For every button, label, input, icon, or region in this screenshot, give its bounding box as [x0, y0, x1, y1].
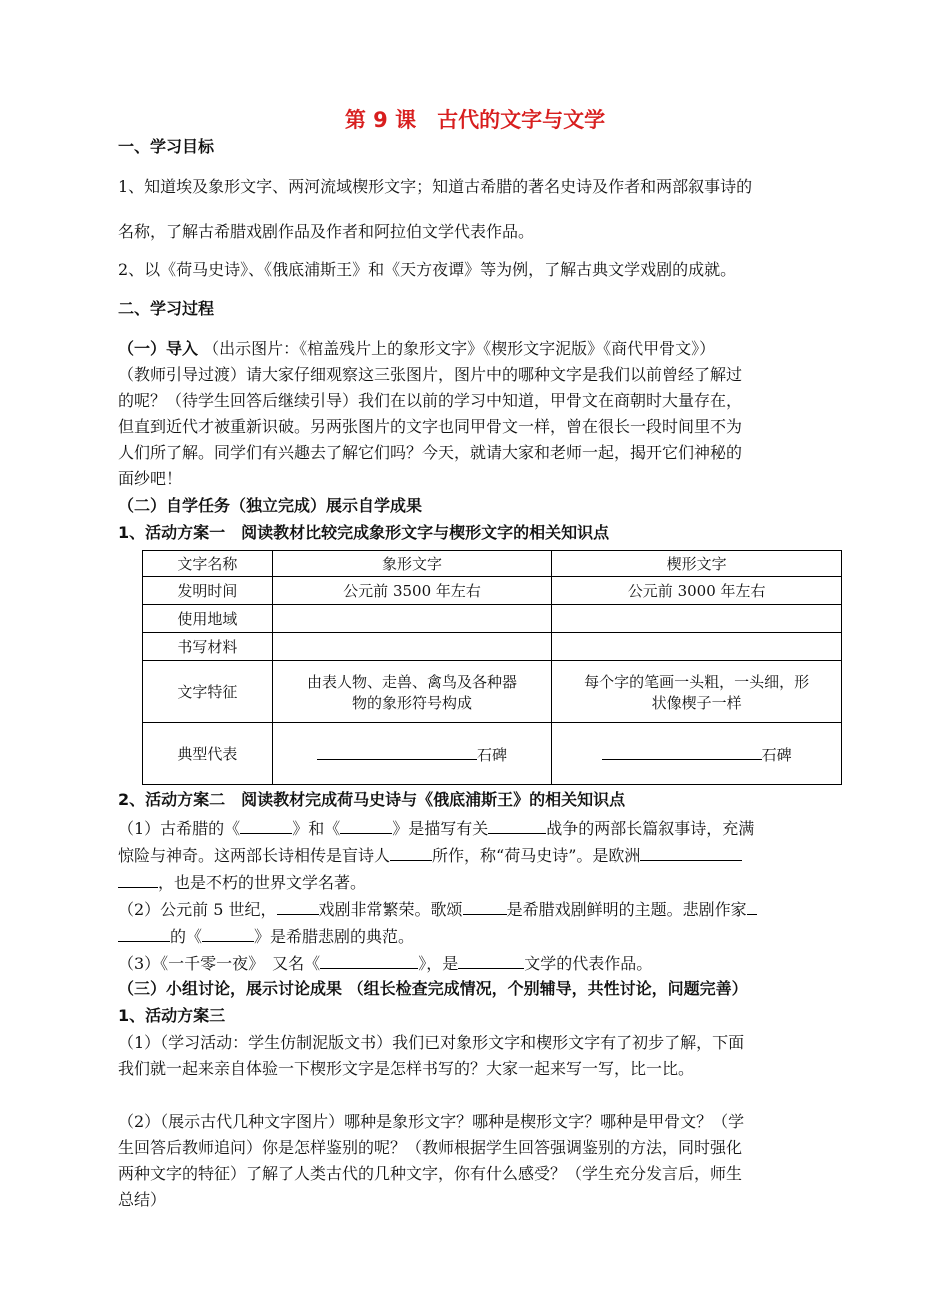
row-label: 发明时间: [143, 577, 273, 605]
goal-2: 2、以《荷马史诗》、《俄底浦斯王》和《天方夜谭》等为例，了解古典文学戏剧的成就。: [118, 260, 737, 279]
q3-text: （3）《一千零一夜》 又名《: [118, 954, 321, 973]
intro-text: （出示图片：《棺盖残片上的象形文字》《楔形文字泥版》《商代甲骨文》）: [203, 339, 716, 358]
q2-text: 是希腊戏剧鲜明的主题。悲剧作家: [506, 900, 747, 919]
q2-text: （2）公元前 5 世纪，: [118, 900, 277, 919]
q1-line-1: [118, 817, 838, 839]
section-3-heading-text: （三）小组讨论，展示讨论成果: [118, 979, 343, 998]
q3-line: [118, 952, 838, 974]
answer-blank[interactable]: [458, 952, 524, 969]
answer-blank[interactable]: [317, 743, 477, 760]
row-label: 书写材料: [143, 633, 273, 661]
q2-text: 戏剧非常繁荣。歌颂: [318, 900, 463, 919]
table-cell: [272, 723, 552, 785]
goal-1-line-2: 名称，了解古希腊戏剧作品及作者和阿拉伯文学代表作品。: [118, 222, 535, 241]
activity-3-p2-line-1: （2）（展示古代几种文字图片）哪种是象形文字？哪种是楔形文字？哪种是甲骨文？（学: [118, 1112, 745, 1131]
q2-line-1: [118, 898, 838, 920]
task-heading: （二）自学任务（独立完成）展示自学成果: [118, 496, 423, 515]
activity-3-p2-line-3: 两种文字的特征）了解了人类古代的几种文字，你有什么感受？（学生充分发言后，师生: [118, 1164, 743, 1183]
table-header-row: [143, 551, 842, 577]
row-label: 文字特征: [143, 661, 273, 723]
table-header-cell: 楔形文字: [552, 551, 842, 577]
table-header-cell: 文字名称: [143, 551, 273, 577]
answer-blank[interactable]: [118, 871, 158, 888]
q2-text: 》是希腊悲剧的典范。: [254, 927, 415, 946]
q1-text: 战争的两部长篇叙事诗，充满: [546, 819, 755, 838]
q1-text: 所作，称“荷马史诗”。是欧洲: [432, 846, 641, 865]
table-header-cell: 象形文字: [272, 551, 552, 577]
answer-blank[interactable]: [240, 817, 292, 834]
intro-line-5: 人们所了解。同学们有兴趣去了解它们吗？今天，就请大家和老师一起，揭开它们神秘的: [118, 443, 743, 462]
q1-line-2: [118, 844, 838, 866]
answer-blank[interactable]: [320, 952, 418, 969]
answer-blank[interactable]: [390, 844, 432, 861]
answer-blank[interactable]: [202, 925, 254, 942]
table-row: [143, 723, 842, 785]
intro-line-2: （教师引导过渡）请大家仔细观察这三张图片，图片中的哪种文字是我们以前曾经了解过: [118, 365, 743, 384]
answer-blank[interactable]: [747, 898, 757, 915]
intro-line-1: [118, 339, 838, 359]
table-cell: 公元前 3500 年左右: [272, 577, 552, 605]
answer-blank[interactable]: [488, 817, 546, 834]
activity-3-p2-line-2: 生回答后教师追问）你是怎样鉴别的呢？（教师根据学生回答强调鉴别的方法，同时强化: [118, 1138, 743, 1157]
row-label: 使用地域: [143, 605, 273, 633]
answer-blank[interactable]: [640, 844, 742, 861]
intro-line-3: 的呢？（待学生回答后继续引导）我们在以前的学习中知道，甲骨文在商朝时大量存在，: [118, 391, 743, 410]
table-cell: [272, 633, 552, 661]
activity-1-heading: 1、活动方案一 阅读教材比较完成象形文字与楔形文字的相关知识点: [118, 523, 610, 542]
q2-text: 的《: [170, 927, 203, 946]
q1-line-3: [118, 871, 838, 893]
table-cell: [552, 633, 842, 661]
table-cell: [552, 661, 842, 723]
feature-a-line-1: 由表人物、走兽、禽鸟及各种器: [307, 672, 518, 691]
section-heading-goals: 一、学习目标: [118, 137, 215, 156]
answer-blank[interactable]: [463, 898, 507, 915]
intro-line-6: 面纱吧！: [118, 469, 183, 488]
intro-line-4: 但直到近代才被重新识破。另两张图片的文字也同甲骨文一样，曾在很长一段时间里不为: [118, 417, 743, 436]
table-row: [143, 605, 842, 633]
q1-text: 》是描写有关: [392, 819, 489, 838]
answer-blank[interactable]: [602, 743, 762, 760]
q2-line-2: [118, 925, 838, 947]
answer-blank[interactable]: [118, 925, 170, 942]
q3-text: 》，是: [418, 954, 459, 973]
section-heading-process: 二、学习过程: [118, 299, 215, 318]
answer-blank[interactable]: [277, 898, 319, 915]
table-cell: [552, 605, 842, 633]
q1-text: ，也是不朽的世界文学名著。: [158, 873, 367, 892]
table-row: [143, 577, 842, 605]
row-label: 典型代表: [143, 723, 273, 785]
activity-2-heading: [118, 790, 838, 810]
rep-a-text: 石碑: [477, 745, 508, 764]
page-title: 第 9 课 古代的文字与文学: [344, 108, 606, 132]
goal-1-line-1: 1、知道埃及象形文字、两河流域楔形文字；知道古希腊的著名史诗及作者和两部叙事诗的: [118, 177, 753, 196]
comparison-table: [142, 550, 842, 785]
activity-3-p1-line-1: （1）（学习活动：学生仿制泥版文书）我们已对象形文字和楔形文字有了初步了解，下面: [118, 1033, 745, 1052]
activity-2-heading-text: 2、活动方案二 阅读教材完成荷马史诗与《俄底浦斯王》的相关知识点: [118, 790, 626, 809]
answer-blank[interactable]: [340, 817, 392, 834]
activity-3-p1-line-2: 我们就一起来亲自体验一下楔形文字是怎样书写的？大家一起来写一写，比一比。: [118, 1059, 695, 1078]
activity-3-p2-line-4: 总结）: [118, 1190, 167, 1209]
feature-b-line-1: 每个字的笔画一头粗，一头细，形: [584, 672, 810, 691]
q3-text: 文学的代表作品。: [524, 954, 653, 973]
feature-b-line-2: 状像楔子一样: [651, 693, 742, 712]
q1-text: （1）古希腊的《: [118, 819, 241, 838]
table-row: [143, 633, 842, 661]
table-cell: [552, 723, 842, 785]
section-3-heading-note: （组长检查完成情况，个别辅导，共性讨论，问题完善）: [347, 979, 748, 998]
q1-text: 》和《: [292, 819, 341, 838]
intro-label: （一）导入: [118, 339, 199, 358]
table-cell: [272, 605, 552, 633]
activity-3-heading: 1、活动方案三: [118, 1006, 226, 1025]
table-row: [143, 661, 842, 723]
q1-text: 惊险与神奇。这两部长诗相传是盲诗人: [118, 846, 391, 865]
section-3-heading: [118, 979, 838, 999]
feature-a-line-2: 物的象形符号构成: [352, 693, 473, 712]
table-cell: [272, 661, 552, 723]
table-cell: 公元前 3000 年左右: [552, 577, 842, 605]
rep-b-text: 石碑: [761, 745, 792, 764]
